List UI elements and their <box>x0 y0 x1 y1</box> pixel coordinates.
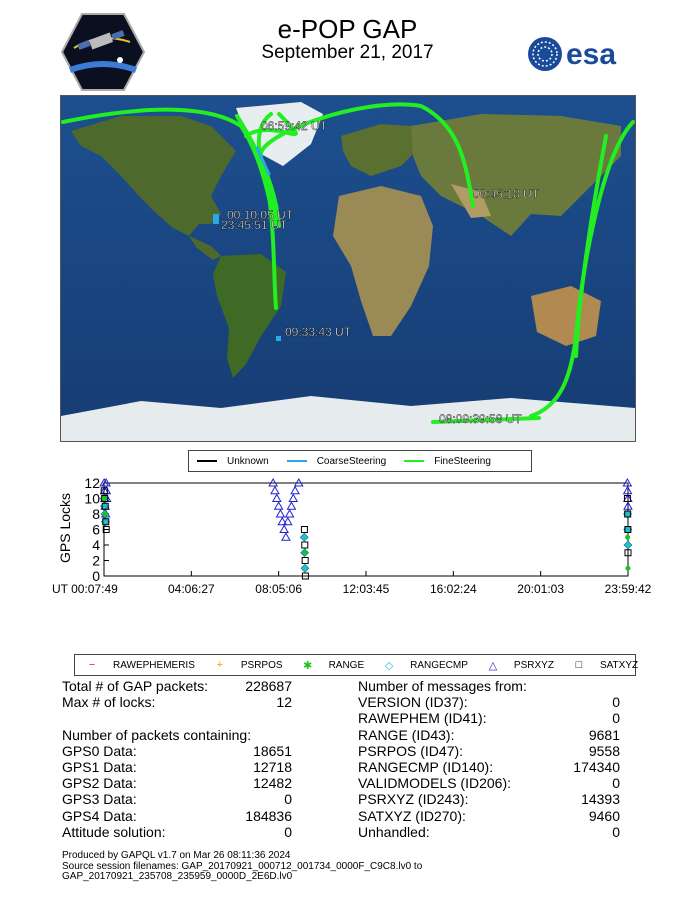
point-psrxyz <box>289 495 297 502</box>
stat-label: Number of messages from: <box>358 678 527 694</box>
stat-label: GPS4 Data: <box>62 807 137 824</box>
stat-value: 14393 <box>581 791 620 808</box>
stat-row <box>358 775 620 791</box>
point-psrxyz <box>278 518 286 525</box>
stat-row <box>358 759 620 775</box>
map-label-6: 08:09:39:58 UT <box>439 412 522 426</box>
legend-rangecmp <box>378 659 468 672</box>
message-legend <box>74 654 639 676</box>
legend-label: RANGECMP <box>410 659 468 671</box>
footer-source-end: GAP_20170921_235708_235959_0000D_2E6D.lv0 <box>62 871 293 882</box>
stat-row <box>62 808 292 824</box>
stat-label: GPS2 Data: <box>62 775 137 792</box>
legend-symbol-icon: + <box>216 659 224 671</box>
point-psrxyz <box>284 518 292 525</box>
y-tick-label: 2 <box>92 552 100 569</box>
legend-unknown-label: Unknown <box>227 455 269 467</box>
stat-label: Unhandled: <box>358 823 430 840</box>
map-label-1: 00:45:18 UT <box>473 187 540 201</box>
track-marker-1 <box>213 214 219 224</box>
stat-label: SATXYZ (ID270): <box>358 807 466 824</box>
page-title: e-POP GAP <box>277 14 418 44</box>
point-psrxyz <box>276 510 284 517</box>
x-tick-label: 12:03:45 <box>342 582 390 596</box>
stat-label: GPS0 Data: <box>62 742 137 759</box>
stat-value: 18651 <box>253 742 292 759</box>
stat-label: GPS3 Data: <box>62 791 137 808</box>
legend-symbol-icon: △ <box>488 659 498 672</box>
stat-label: PSRPOS (ID47): <box>358 742 464 759</box>
point-psrxyz <box>291 487 299 494</box>
point-psrxyz <box>271 487 279 494</box>
map-label-5: 09:33:43 UT <box>285 325 352 339</box>
legend-coarse-label: CoarseSteering <box>316 455 387 467</box>
point-psrxyz <box>273 495 281 502</box>
gps-locks-chart <box>0 476 695 600</box>
stat-value <box>232 710 292 726</box>
point-psrxyz <box>282 533 290 540</box>
stat-row <box>62 791 292 807</box>
stat-row <box>358 694 620 710</box>
stat-label: PSRXYZ (ID243): <box>358 791 469 808</box>
point-psrxyz <box>275 502 283 509</box>
legend-coarse <box>279 456 386 467</box>
stat-row <box>358 710 620 726</box>
stat-value: 184836 <box>245 807 292 824</box>
legend-symbol-icon: □ <box>575 659 583 671</box>
point-range <box>302 550 307 555</box>
stat-value: 12482 <box>253 775 292 792</box>
stat-row <box>358 791 620 807</box>
y-tick-label: 12 <box>84 476 100 491</box>
map-label-2: 06:59:42 UT <box>261 119 328 133</box>
stat-row <box>358 678 620 694</box>
stat-label: RAWEPHEM (ID41): <box>358 710 487 727</box>
map-label-3: 00:10:05 UT <box>227 208 294 222</box>
stat-label: RANGECMP (ID140): <box>358 758 494 775</box>
stat-value <box>232 727 292 743</box>
legend-symbol-icon: − <box>88 659 96 671</box>
stat-row <box>358 808 620 824</box>
stat-row <box>62 824 292 840</box>
x-tick-label: 23:59:42 <box>604 582 652 596</box>
track-marker-2 <box>276 336 281 341</box>
stat-value: 0 <box>612 710 620 727</box>
stat-label: Total # of GAP packets: <box>62 678 209 694</box>
point-rangecmp <box>301 564 309 572</box>
legend-psrpos <box>209 659 283 671</box>
legend-rawephemeris <box>81 659 195 671</box>
stat-value <box>548 678 620 694</box>
x-tick-label: 08:05:06 <box>255 582 303 596</box>
point-range <box>103 512 108 517</box>
x-tick-label: 16:02:24 <box>429 582 477 596</box>
legend-psrxyz <box>482 659 554 672</box>
legend-satxyz <box>568 659 638 671</box>
stat-row <box>62 727 292 743</box>
point-range <box>625 535 630 540</box>
legend-label: RAWEPHEMERIS <box>113 659 195 671</box>
stat-value: 0 <box>284 791 292 808</box>
y-tick-label: 6 <box>92 521 100 538</box>
stat-row <box>358 824 620 840</box>
stat-value: 12718 <box>253 758 292 775</box>
point-psrxyz <box>280 526 288 533</box>
y-axis-label: GPS Locks <box>57 492 73 564</box>
stat-label: VERSION (ID37): <box>358 694 468 711</box>
esa-logo <box>526 34 636 74</box>
point-range <box>102 496 107 501</box>
stat-value: 0 <box>612 694 620 711</box>
stat-label: VALIDMODELS (ID206): <box>358 775 512 792</box>
legend-unknown <box>189 456 269 467</box>
legend-range <box>297 659 365 672</box>
stat-value: 228687 <box>245 678 292 694</box>
x-tick-label: 20:01:03 <box>517 582 565 596</box>
point-satxyz <box>301 527 307 533</box>
stat-value: 9460 <box>588 807 620 824</box>
point-psrxyz <box>287 502 295 509</box>
map-label-4: 23:45:51 UT <box>221 218 288 232</box>
epop-mission-logo <box>60 12 146 92</box>
legend-label: PSRXYZ <box>513 659 554 671</box>
svg-text:esa: esa <box>566 38 617 71</box>
stat-row <box>62 678 292 694</box>
y-tick-label: 8 <box>92 506 100 522</box>
world-map <box>60 95 636 442</box>
legend-symbol-icon: ◇ <box>384 659 394 672</box>
legend-label: SATXYZ <box>599 659 639 671</box>
message-stats <box>358 678 620 840</box>
stat-label: RANGE (ID43): <box>358 726 455 743</box>
point-satxyz <box>302 542 308 548</box>
stat-value: 0 <box>284 823 292 840</box>
point-range <box>625 566 630 571</box>
legend-label: PSRPOS <box>240 659 283 671</box>
x-tick-label: UT 00:07:49 <box>52 582 118 596</box>
stat-row <box>62 759 292 775</box>
stat-value: 9558 <box>588 742 620 759</box>
y-tick-label: 4 <box>92 537 100 553</box>
point-psrxyz <box>286 510 294 517</box>
stat-value: 9681 <box>588 726 620 743</box>
stat-label: Number of packets containing: <box>62 726 252 743</box>
y-tick-label: 10 <box>84 490 100 507</box>
stat-label: Attitude solution: <box>62 823 166 840</box>
page-subtitle: September 21, 2017 <box>261 42 434 63</box>
point-rangecmp <box>300 533 308 541</box>
x-tick-label: 04:06:27 <box>167 582 215 596</box>
legend-label: RANGE <box>328 659 365 671</box>
plot-frame <box>104 483 628 576</box>
legend-symbol-icon: ✱ <box>302 659 313 672</box>
packet-stats <box>62 678 292 840</box>
steering-legend <box>188 450 532 472</box>
stat-label <box>62 710 232 726</box>
stat-value: 0 <box>612 775 620 792</box>
continent-antarctica <box>61 396 635 441</box>
stat-value: 0 <box>612 823 620 840</box>
stat-label: GPS1 Data: <box>62 758 137 775</box>
legend-fine-label: FineSteering <box>434 455 491 467</box>
stat-row <box>62 775 292 791</box>
stat-row <box>358 727 620 743</box>
footer-source: Source session filenames: GAP_20170921_000712_001734_0000F_C9C8.lv0 to <box>62 861 423 872</box>
stat-value: 12 <box>276 694 292 711</box>
stat-row <box>358 743 620 759</box>
stat-row <box>62 710 292 726</box>
legend-fine <box>396 456 491 467</box>
stat-value: 174340 <box>573 758 620 775</box>
stat-row <box>62 694 292 710</box>
y-tick-label: 0 <box>92 568 100 584</box>
footer-produced: Produced by GAPQL v1.7 on Mar 26 08:11:36 2024 <box>62 850 291 861</box>
stat-row <box>62 743 292 759</box>
point-satxyz <box>302 558 308 564</box>
stat-label: Max # of locks: <box>62 694 156 711</box>
point-rangecmp <box>624 541 632 549</box>
